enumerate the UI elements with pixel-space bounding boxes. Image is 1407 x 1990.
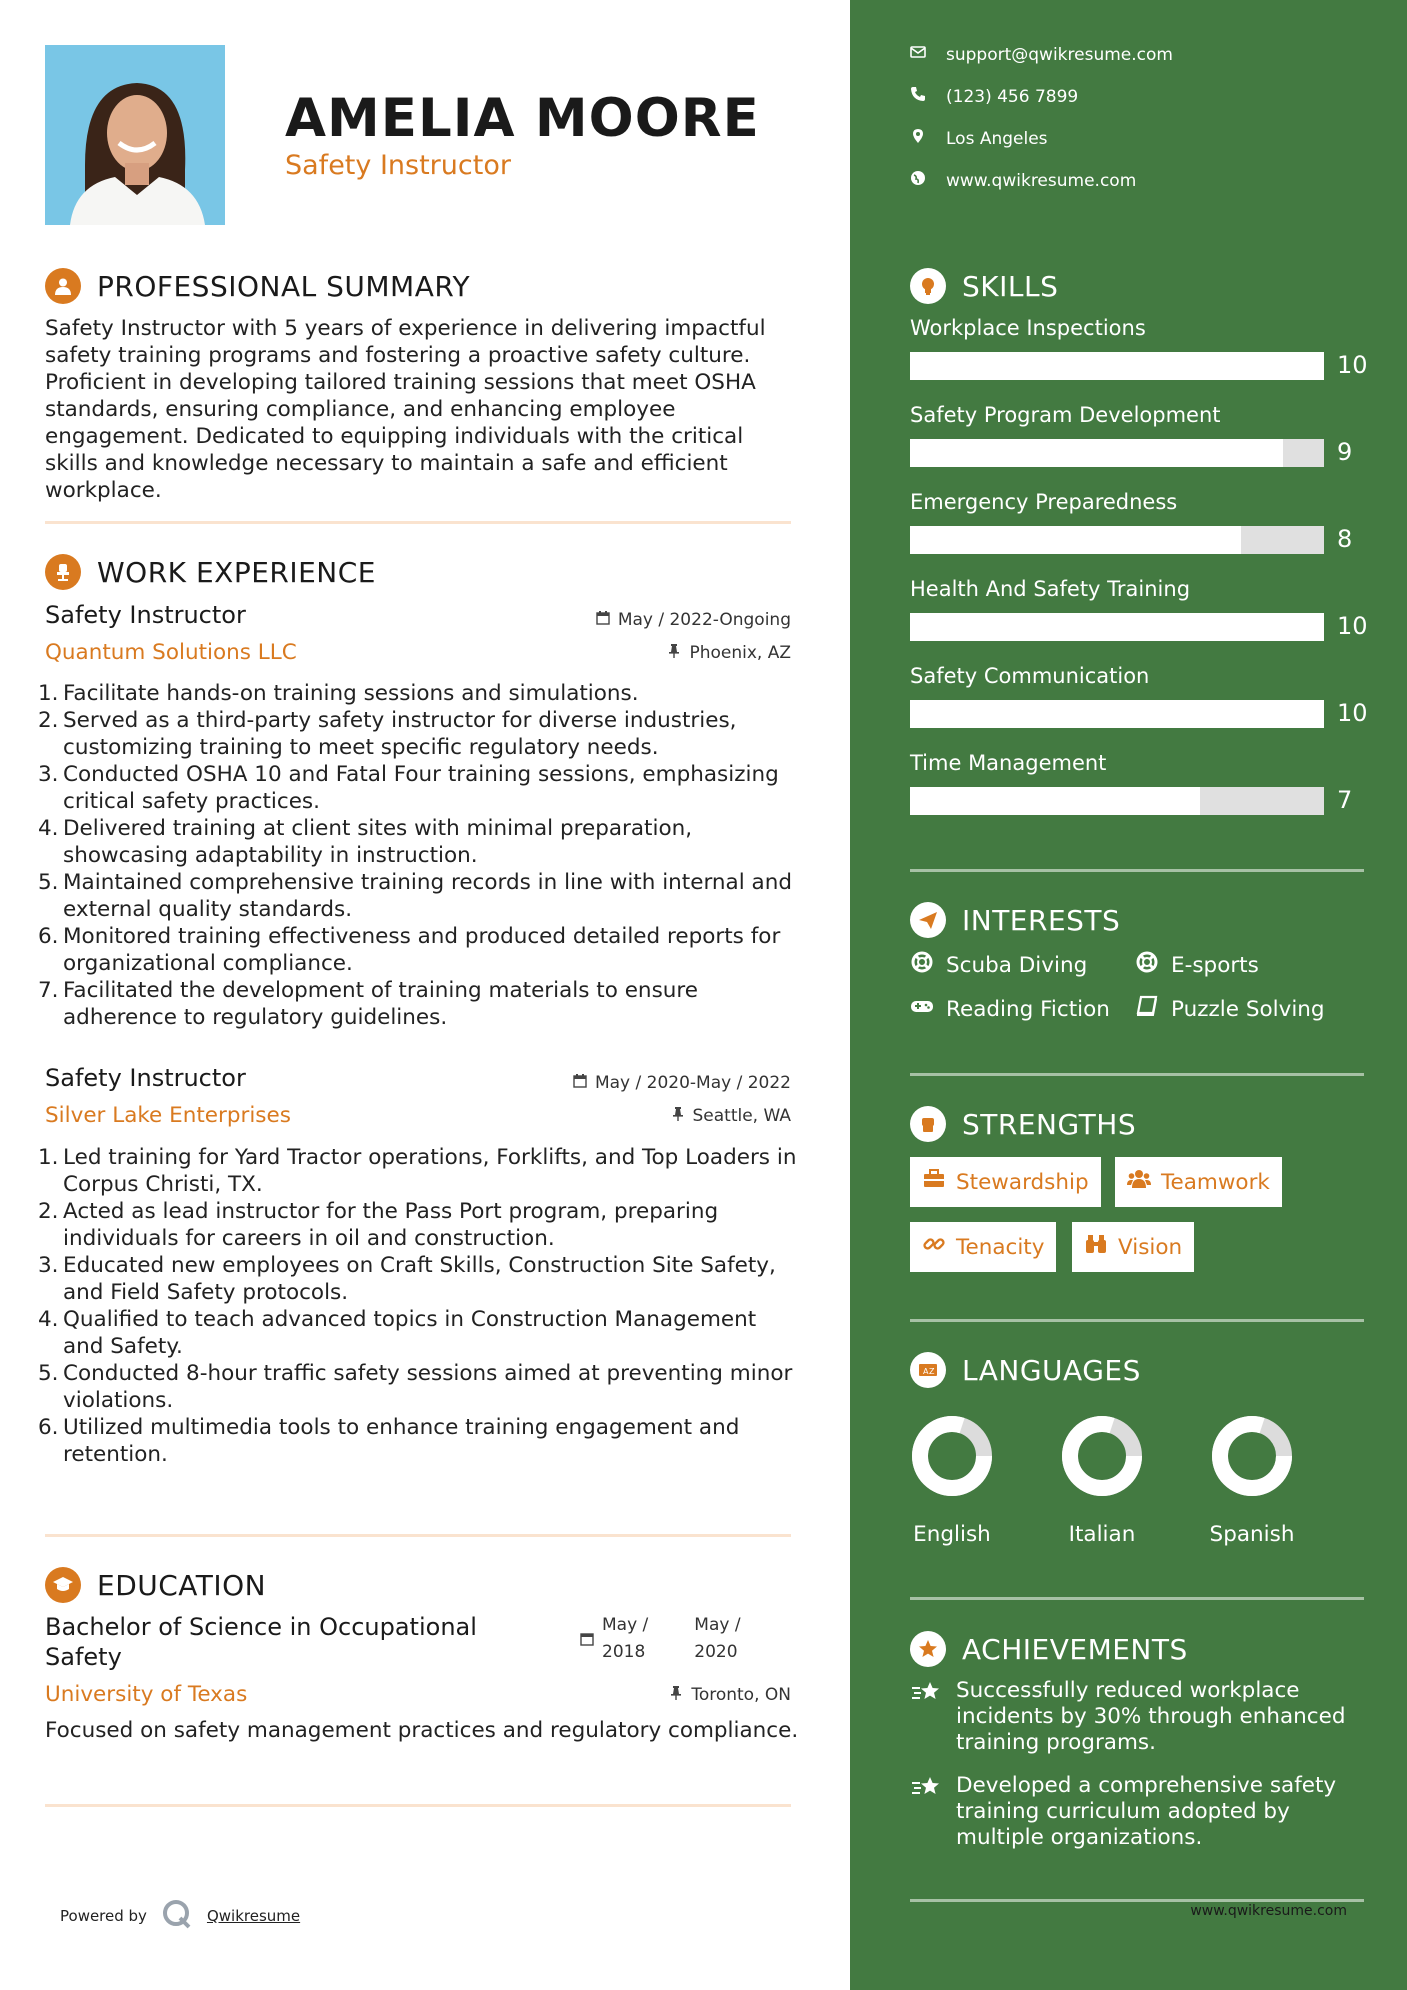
strengths-title: STRENGTHS (962, 1107, 1137, 1141)
strength-chip (1072, 1222, 1194, 1272)
job-title: Safety Instructor (45, 601, 246, 629)
duty-item: 6. Utilized multimedia tools to enhance training engagement and retention. (38, 1415, 740, 1467)
interest-item (1135, 950, 1259, 980)
interest-label: Puzzle Solving (1171, 996, 1325, 1022)
section-divider (910, 1073, 1364, 1076)
job-location-text: Seattle, WA (692, 1106, 791, 1126)
lifebuoy-icon (1135, 950, 1159, 980)
gamepad-icon (910, 994, 934, 1024)
section-divider (45, 521, 791, 524)
section-divider (910, 1319, 1364, 1322)
duty-item: 3. Conducted OSHA 10 and Fatal Four training sessions, emphasizing critical safety practices. (38, 762, 779, 814)
profile-photo (45, 45, 225, 225)
strength-chip (910, 1157, 1101, 1207)
skill-bar-fill (910, 700, 1324, 728)
contact-website[interactable] (910, 170, 1136, 191)
duty-item: 5. Conducted 8-hour traffic safety sessions aimed at preventing minor violations. (38, 1361, 793, 1413)
contact-email[interactable] (910, 44, 1173, 65)
skill-bar-fill (910, 613, 1324, 641)
achievement-item (910, 1678, 1350, 1756)
language-level-ring (1060, 1414, 1144, 1498)
duty-item: 2. Served as a third-party safety instructor for diverse industries, customizing training to meet specific regulatory needs. (38, 708, 737, 760)
duty-item: 1. Facilitate hands-on training sessions and simulations. (38, 681, 639, 706)
duty-item: 5. Maintained comprehensive training records in line with internal and external quality standards. (38, 870, 792, 922)
fist-icon (910, 1106, 946, 1142)
start-date: May / 2018 (602, 1615, 649, 1662)
achievements-header (910, 1631, 1188, 1667)
education-location (669, 1685, 791, 1705)
strength-label: Teamwork (1161, 1169, 1270, 1195)
company-name: Quantum Solutions LLC (45, 640, 297, 665)
language-label: English (913, 1522, 991, 1547)
pin-icon (667, 643, 681, 663)
language-item (1042, 1414, 1162, 1547)
degree-name: Bachelor of Science in Occupational Safety (45, 1613, 477, 1671)
section-divider (910, 1597, 1364, 1600)
skill-label: Safety Program Development (910, 403, 1221, 427)
job-dates (573, 1073, 791, 1093)
skill-score: 9 (1337, 438, 1353, 466)
interest-label: Reading Fiction (946, 996, 1110, 1022)
section-divider (45, 1534, 791, 1537)
skill-label: Time Management (910, 751, 1107, 775)
interests-title: INTERESTS (962, 903, 1121, 937)
achievement-text: Developed a comprehensive safety training curriculum adopted by multiple organizations. (956, 1773, 1337, 1850)
skill-score: 10 (1337, 612, 1368, 640)
skill-bar (910, 352, 1324, 380)
skill-bar (910, 613, 1324, 641)
strengths-header (910, 1106, 1136, 1142)
skill-bar-fill (910, 352, 1324, 380)
language-item (892, 1414, 1012, 1547)
education-location-text: Toronto, ON (691, 1685, 791, 1705)
strength-label: Stewardship (956, 1169, 1089, 1195)
duties-list (38, 680, 798, 1031)
skills-header (910, 268, 1058, 304)
skill-score: 7 (1337, 786, 1353, 814)
job-location (667, 643, 791, 663)
book-icon (1135, 994, 1159, 1024)
svg-text:A: A (923, 1367, 929, 1376)
link-icon (922, 1232, 946, 1262)
education-header (45, 1567, 266, 1603)
strength-label: Tenacity (956, 1234, 1045, 1260)
email-text: support@qwikresume.com (946, 44, 1173, 65)
languages-title: LANGUAGES (962, 1353, 1141, 1387)
duty-item: 2. Acted as lead instructor for the Pass Port program, preparing individuals for careers in oil and construction. (38, 1199, 719, 1251)
skill-bar (910, 787, 1324, 815)
education-description: Focused on safety management practices and regulatory compliance. (45, 1718, 799, 1743)
duty-item: 6. Monitored training effectiveness and produced detailed reports for organizational compliance. (38, 924, 781, 976)
graduation-cap-icon (45, 1567, 81, 1603)
phone-text: (123) 456 7899 (946, 86, 1079, 107)
candidate-role: Safety Instructor (285, 150, 511, 181)
calendar-icon (573, 1073, 587, 1093)
job-dates-text: May / 2022-Ongoing (617, 610, 791, 630)
skill-bar (910, 526, 1324, 554)
powered-by-label: Powered by (60, 1907, 147, 1925)
language-label: Italian (1068, 1522, 1136, 1547)
office-chair-icon (45, 554, 81, 590)
candidate-name: AMELIA MOORE (285, 88, 760, 149)
footer-website[interactable]: www.qwikresume.com (1190, 1903, 1347, 1919)
achievements-title: ACHIEVEMENTS (962, 1632, 1188, 1666)
language-label: Spanish (1209, 1522, 1295, 1547)
interest-item (910, 950, 1087, 980)
calendar-icon (580, 1628, 594, 1666)
qwikresume-logo-icon (161, 1898, 193, 1934)
website-text: www.qwikresume.com (946, 170, 1137, 191)
experience-header (45, 554, 376, 590)
skill-label: Safety Communication (910, 664, 1150, 688)
shooting-star-icon (910, 1678, 942, 1756)
star-icon (910, 1631, 946, 1667)
job-dates-text: May / 2020-May / 2022 (594, 1073, 791, 1093)
skill-bar (910, 439, 1324, 467)
language-level-ring (1210, 1414, 1294, 1498)
language-item (1192, 1414, 1312, 1547)
education-dates (580, 1612, 741, 1666)
shooting-star-icon (910, 1773, 942, 1851)
strength-chip (910, 1222, 1056, 1272)
section-divider (45, 1804, 791, 1807)
experience-title: WORK EXPERIENCE (97, 555, 376, 589)
skill-score: 10 (1337, 699, 1368, 727)
duty-item: 3. Educated new employees on Craft Skills, Construction Site Safety, and Field Safety protocols. (38, 1253, 776, 1305)
section-divider (910, 869, 1364, 872)
skills-title: SKILLS (962, 269, 1059, 303)
briefcase-icon (922, 1167, 946, 1197)
skill-bar-fill (910, 526, 1241, 554)
user-icon (45, 268, 81, 304)
svg-text:Z: Z (929, 1367, 935, 1376)
phone-icon (910, 86, 926, 107)
globe-icon (910, 170, 926, 191)
powered-by (60, 1898, 300, 1934)
paper-plane-icon (910, 902, 946, 938)
job-location (671, 1106, 792, 1126)
interest-item (910, 994, 1110, 1024)
duty-item: 1. Led training for Yard Tractor operations, Forklifts, and Top Loaders in Corpus Christi, TX. (38, 1145, 797, 1197)
contact-location (910, 128, 1048, 149)
job-location-text: Phoenix, AZ (689, 643, 791, 663)
language-level-ring (910, 1414, 994, 1498)
lightbulb-icon (910, 268, 946, 304)
achievement-text: Successfully reduced workplace incidents by 30% through enhanced training programs. (956, 1678, 1346, 1755)
envelope-icon (910, 44, 926, 65)
users-icon (1127, 1167, 1151, 1197)
section-divider (910, 1899, 1364, 1902)
binoculars-icon (1084, 1232, 1108, 1262)
company-name: Silver Lake Enterprises (45, 1103, 291, 1128)
location-text: Los Angeles (946, 128, 1048, 149)
skill-bar-fill (910, 439, 1283, 467)
education-title: EDUCATION (97, 1568, 267, 1602)
job-dates (596, 610, 791, 630)
achievement-item (910, 1773, 1350, 1851)
pin-icon (669, 1685, 683, 1705)
language-icon (910, 1352, 946, 1388)
strength-label: Vision (1118, 1234, 1183, 1260)
end-date: May / 2020 (694, 1615, 741, 1662)
brand-link[interactable]: Qwikresume (206, 1907, 301, 1925)
duties-list (38, 1144, 798, 1468)
sidebar (850, 0, 1407, 1990)
skill-label: Workplace Inspections (910, 316, 1146, 340)
skill-label: Emergency Preparedness (910, 490, 1178, 514)
skill-bar (910, 700, 1324, 728)
skill-bar-fill (910, 787, 1200, 815)
languages-header (910, 1352, 1141, 1388)
job-title: Safety Instructor (45, 1064, 246, 1092)
interest-item (1135, 994, 1325, 1024)
summary-header (45, 268, 470, 304)
duty-item: 7. Facilitated the development of training materials to ensure adherence to regulatory guidelines. (38, 978, 698, 1030)
contact-phone[interactable] (910, 86, 1078, 107)
interest-label: E-sports (1171, 952, 1259, 978)
calendar-icon (596, 610, 610, 630)
map-marker-icon (910, 128, 926, 149)
skill-label: Health And Safety Training (910, 577, 1191, 601)
skill-score: 10 (1337, 351, 1368, 379)
school-name: University of Texas (45, 1682, 248, 1707)
duty-item: 4. Qualified to teach advanced topics in Construction Management and Safety. (38, 1307, 757, 1359)
skill-score: 8 (1337, 525, 1353, 553)
interest-label: Scuba Diving (946, 952, 1088, 978)
interests-header (910, 902, 1120, 938)
summary-text: Safety Instructor with 5 years of experience in delivering impactful safety training programs and fostering a proactive safety culture. Proficient in developing tailored training sessions that meet OSHA standards, ensuring compliance, and enhancing employee engagement. Dedicated to equipping individuals with the critical skills and knowledge necessary to maintain a safe and efficient workplace. (45, 316, 766, 503)
lifebuoy-icon (910, 950, 934, 980)
pin-icon (671, 1106, 685, 1126)
strength-chip (1115, 1157, 1282, 1207)
duty-item: 4. Delivered training at client sites with minimal preparation, showcasing adaptability in instruction. (38, 816, 693, 868)
summary-title: PROFESSIONAL SUMMARY (97, 269, 471, 303)
